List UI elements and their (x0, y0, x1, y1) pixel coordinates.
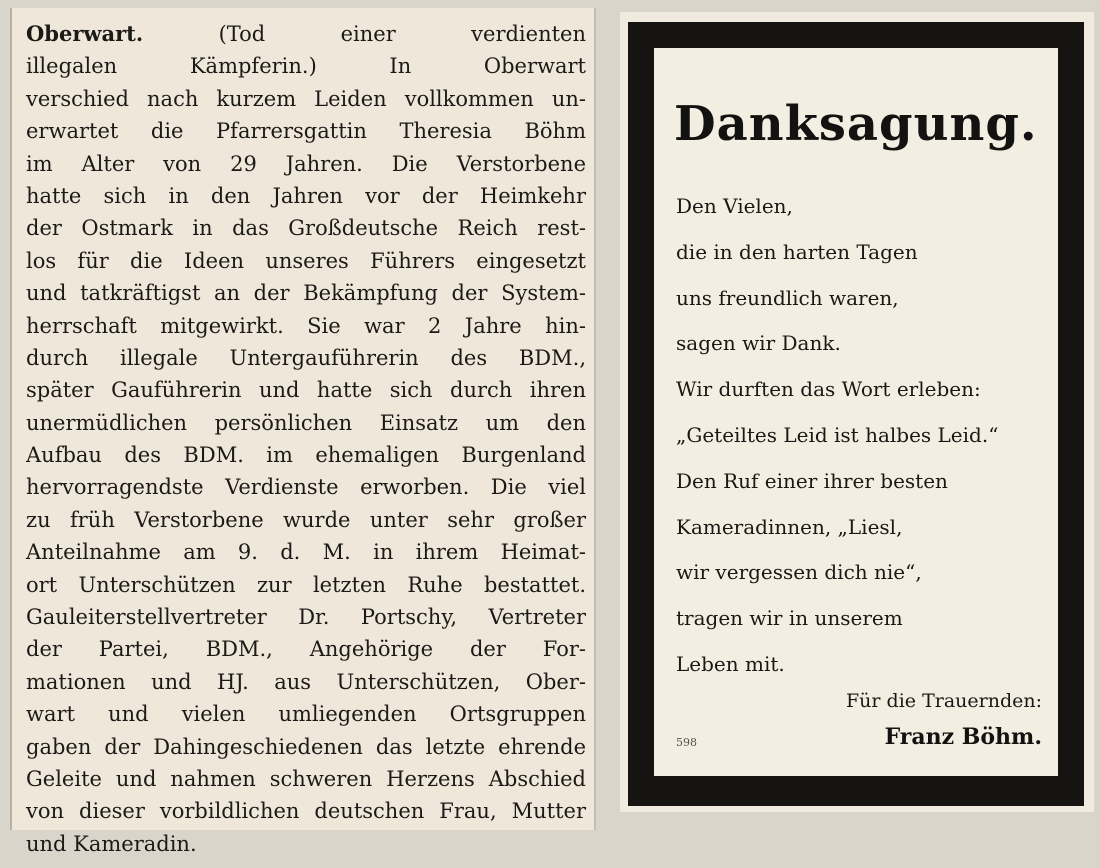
article-line: und Kameradin. (26, 831, 197, 856)
notice-clipping (620, 12, 1094, 812)
article-line: erwartet die Pfarrersgattin Theresia Böhm (26, 119, 586, 144)
notice-line: tragen wir in unserem (676, 606, 903, 631)
mourning-border (628, 22, 1084, 806)
article-line: Aufbau des BDM. im ehemaligen Burgenland (26, 443, 586, 468)
mourners-label: Für die Trauernden: (846, 690, 1042, 712)
notice-line: wir vergessen dich nie“, (676, 560, 922, 585)
notice-line: sagen wir Dank. (676, 331, 841, 356)
notice-line: die in den harten Tagen (676, 239, 918, 264)
notice-line: Den Ruf einer ihrer besten (676, 468, 948, 493)
article-line: hatte sich in den Jahren vor der Heimkehr (26, 183, 586, 208)
signature: Franz Böhm. (884, 724, 1042, 750)
article-line: herrschaft mitgewirkt. Sie war 2 Jahre hin- (26, 313, 586, 338)
article-body (26, 18, 586, 860)
notice-number: 598 (676, 736, 697, 749)
notice-title: Danksagung. (674, 96, 1038, 152)
article-line: mationen und HJ. aus Unterschützen, Ober- (26, 669, 586, 694)
article-line: durch illegale Untergauführerin des BDM., (26, 345, 586, 370)
article-line: im Alter von 29 Jahren. Die Verstorbene (26, 151, 586, 176)
article-line: Geleite und nahmen schweren Herzens Abschied (26, 766, 586, 791)
article-line: Oberwart. (Tod einer verdienten (26, 21, 586, 46)
notice-content (654, 48, 1058, 776)
article-line: der Ostmark in das Großdeutsche Reich rest- (26, 216, 586, 241)
article-line: Anteilnahme am 9. d. M. in ihrem Heimat- (26, 540, 586, 565)
notice-line: Kameradinnen, „Liesl, (676, 514, 903, 539)
article-line: los für die Ideen unseres Führers eingesetzt (26, 248, 586, 273)
article-line: der Partei, BDM., Angehörige der For- (26, 637, 586, 662)
notice-line: uns freundlich waren, (676, 285, 899, 310)
notice-line: Wir durften das Wort erleben: (676, 377, 981, 402)
article-line: hervorragendste Verdienste erworben. Die viel (26, 475, 586, 500)
notice-body (676, 184, 1056, 688)
article-line: zu früh Verstorbene wurde unter sehr großer (26, 507, 586, 532)
article-line: und tatkräftigst an der Bekämpfung der System- (26, 281, 586, 306)
article-line: Gauleiterstellvertreter Dr. Portschy, Vertreter (26, 605, 586, 630)
article-line: später Gauführerin und hatte sich durch ihren (26, 378, 586, 403)
notice-line: „Geteiltes Leid ist halbes Leid.“ (676, 422, 999, 447)
article-line: ort Unterschützen zur letzten Ruhe bestattet. (26, 572, 586, 597)
article-line: verschied nach kurzem Leiden vollkommen un- (26, 86, 586, 111)
news-clipping (10, 8, 596, 856)
article-line: von dieser vorbildlichen deutschen Frau, Mutter (26, 799, 586, 824)
article-line: illegalen Kämpferin.) In Oberwart (26, 54, 586, 79)
article-dateline: Oberwart. (26, 21, 144, 46)
article-line: wart und vielen umliegenden Ortsgruppen (26, 702, 586, 727)
notice-line: Den Vielen, (676, 194, 793, 218)
article-line: unermüdlichen persönlichen Einsatz um den (26, 410, 586, 435)
article-line: gaben der Dahingeschiedenen das letzte ehrende (26, 734, 586, 759)
notice-line: Leben mit. (676, 651, 785, 676)
